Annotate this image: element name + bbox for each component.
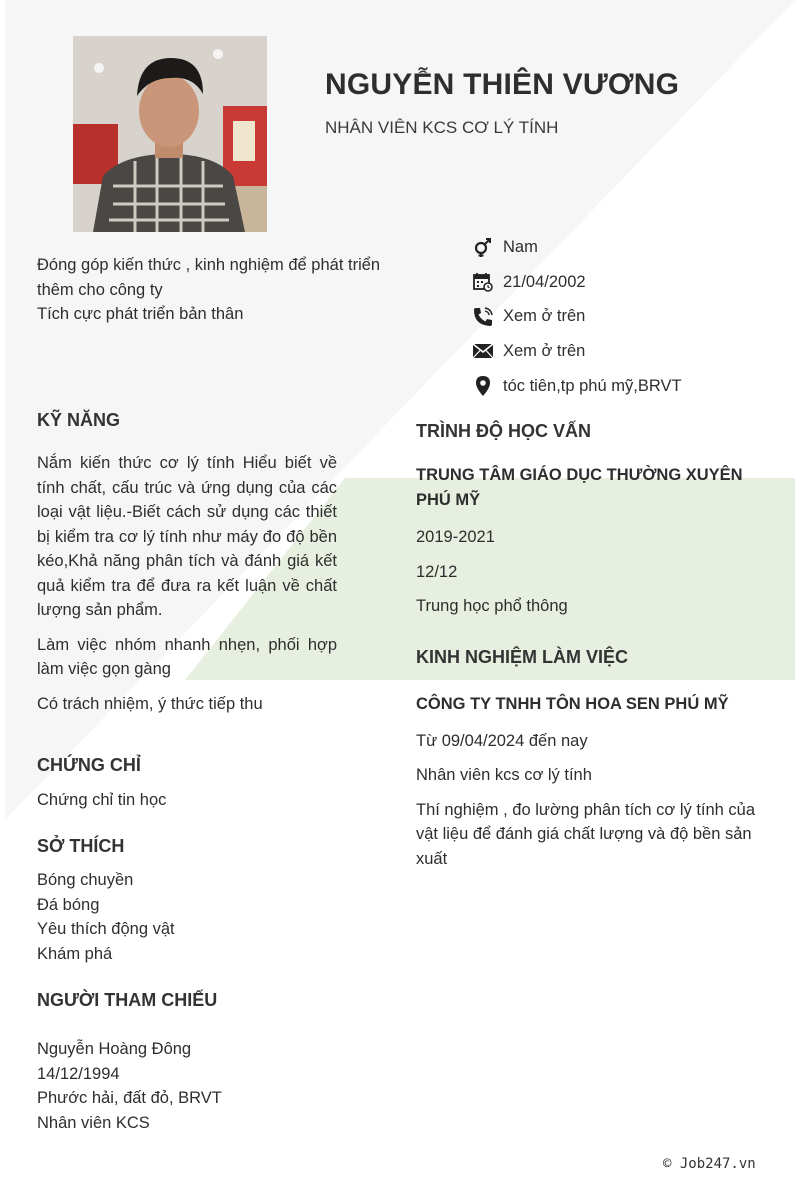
education-level: Trung học phổ thông [416,597,568,615]
calendar-icon [472,271,494,293]
education-years: 2019-2021 [416,528,495,546]
experience-heading: KINH NGHIỆM LÀM VIỆC [416,647,629,667]
reference-birthdate: 14/12/1994 [37,1064,120,1083]
references-list [37,1037,337,1135]
certificates-heading: CHỨNG CHỈ [37,755,141,775]
gender-value: Nam [503,237,538,256]
objective-line: Tích cực phát triển bản thân [37,305,244,323]
contact-birthday [472,265,682,300]
experience-position: Nhân viên kcs cơ lý tính [416,766,592,784]
certificates-list [37,788,337,813]
phone-value: Xem ở trên [503,307,586,326]
skills-list [37,451,337,716]
education-section [416,463,766,619]
reference-address: Phước hải, đất đỏ, BRVT [37,1089,222,1107]
hobby-item: Bóng chuyền [37,871,134,889]
phone-icon [472,306,494,328]
skill-item: Có trách nhiệm, ý thức tiếp thu [37,694,263,713]
contact-phone [472,299,682,334]
reference-position: Nhân viên KCS [37,1113,150,1132]
email-value: Xem ở trên [503,341,586,360]
skill-item: Nắm kiến thức cơ lý tính Hiểu biết về tính chất, cấu trúc và ứng dụng của các loại vật liệu.-Biết cách sử dụng các thiết bị kiểm tra cơ lý tính như máy đo độ bền kéo,Khả năng phân tích và đánh giá kết quả kiểm tra để đưa ra kết luận về chất lượng sản phẩm. [37,454,337,619]
experience-period: Từ 09/04/2024 đến nay [416,731,588,750]
envelope-icon [472,340,494,362]
contact-email [472,334,682,369]
company-name: CÔNG TY TNHH TÔN HOA SEN PHÚ MỸ [416,695,729,713]
hobbies-heading: SỞ THÍCH [37,836,125,856]
contact-info [472,230,682,403]
education-heading: TRÌNH ĐỘ HỌC VẤN [416,421,591,441]
skills-heading: KỸ NĂNG [37,410,121,430]
address-value: tóc tiên,tp phú mỹ,BRVT [503,376,682,395]
hobby-item: Khám phá [37,944,113,963]
experience-section [416,692,766,871]
candidate-name: NGUYỄN THIÊN VƯƠNG [325,68,680,101]
reference-name: Nguyễn Hoàng Đông [37,1040,192,1058]
school-name: TRUNG TÂM GIÁO DỤC THƯỜNG XUYÊN PHÚ MỸ [416,466,743,509]
hobbies-list [37,868,337,966]
job-title: NHÂN VIÊN KCS CƠ LÝ TÍNH [325,118,559,137]
gender-icon [472,236,494,258]
hobby-item: Yêu thích động vật [37,920,175,938]
objective-line: Đóng góp kiến thức , kinh nghiệm để phát triển thêm cho công ty [37,256,381,299]
skill-item: Làm việc nhóm nhanh nhẹn, phối hợp làm việc gọn gàng [37,635,337,678]
hobby-item: Đá bóng [37,895,100,914]
location-pin-icon [472,375,494,397]
certificate-item: Chứng chỉ tin học [37,791,167,809]
contact-gender [472,230,682,265]
contact-address [472,369,682,404]
references-heading: NGƯỜI THAM CHIẾU [37,990,218,1010]
education-grade: 12/12 [416,562,458,581]
profile-photo [73,36,267,232]
career-objective [37,253,407,327]
footer-watermark: © Job247.vn [663,1156,756,1172]
experience-description: Thí nghiệm , đo lường phân tích cơ lý tính của vật liệu để đánh giá chất lượng và độ bền sản xuất [416,800,756,868]
birthday-value: 21/04/2002 [503,272,586,291]
